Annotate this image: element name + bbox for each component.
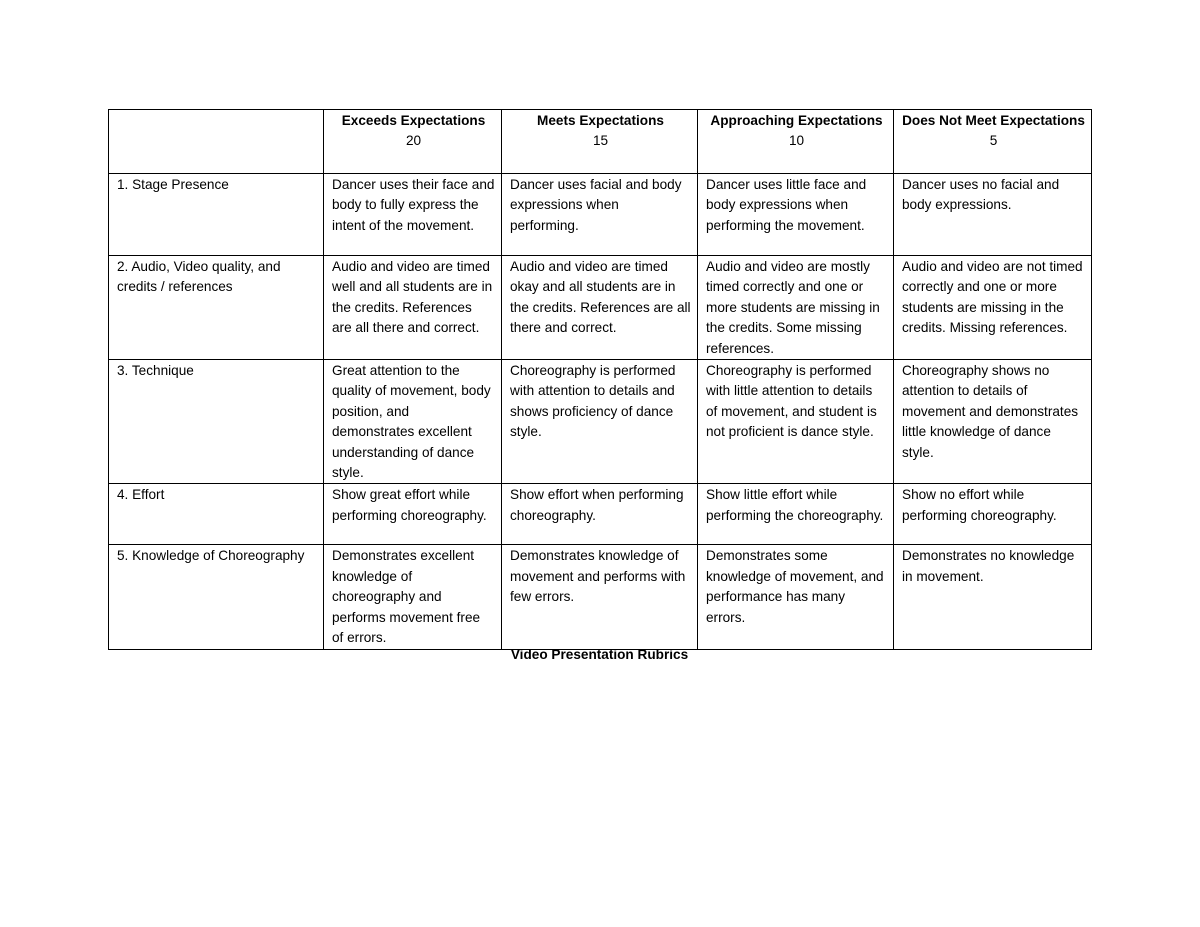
- level-points: 20: [405, 133, 422, 149]
- rubric-cell: Choreography shows no attention to details of movement and demonstrates little knowledge of dance style.: [894, 360, 1092, 484]
- table-row: [109, 256, 1092, 360]
- rubric-cell: Audio and video are timed well and all students are in the credits. References are all there and correct.: [324, 256, 502, 360]
- table-caption: Video Presentation Rubrics: [510, 647, 689, 662]
- rubric-cell: Demonstrates no knowledge in movement.: [894, 545, 1092, 649]
- rubric-cell: Choreography is performed with little attention to details of movement, and student is not proficient is dance style.: [698, 360, 894, 484]
- rubric-cell: Demonstrates excellent knowledge of choreography and performs movement free of errors.: [324, 545, 502, 649]
- rubric-table: [108, 109, 1092, 650]
- rubric-cell: Show no effort while performing choreography.: [894, 484, 1092, 545]
- criterion-cell: 1. Stage Presence: [109, 174, 324, 256]
- rubric-cell: Audio and video are timed okay and all students are in the credits. References are all there and correct.: [502, 256, 698, 360]
- header-row: [109, 110, 1092, 174]
- level-points: 15: [592, 133, 609, 149]
- rubric-cell: Dancer uses their face and body to fully express the intent of the movement.: [324, 174, 502, 256]
- table-row: [109, 174, 1092, 256]
- level-header-does-not-meet: [894, 110, 1092, 174]
- level-label: Meets Expectations: [537, 113, 664, 128]
- level-label: Does Not Meet Expectations: [902, 113, 1085, 128]
- criterion-cell: 3. Technique: [109, 360, 324, 484]
- rubric-cell: Show effort when performing choreography.: [502, 484, 698, 545]
- level-header-exceeds: [324, 110, 502, 174]
- rubric-cell: Choreography is performed with attention to details and shows proficiency of dance style.: [502, 360, 698, 484]
- rubric-cell: Demonstrates some knowledge of movement, and performance has many errors.: [698, 545, 894, 649]
- criterion-cell: 5. Knowledge of Choreography: [109, 545, 324, 649]
- level-points: 5: [989, 133, 998, 149]
- rubric-cell: Great attention to the quality of movement, body position, and demonstrates excellent understanding of dance style.: [324, 360, 502, 484]
- rubric-cell: Audio and video are mostly timed correctly and one or more students are missing in the credits. Some missing references.: [698, 256, 894, 360]
- rubric-cell: Dancer uses little face and body expressions when performing the movement.: [698, 174, 894, 256]
- level-header-approaching: [698, 110, 894, 174]
- corner-cell: [109, 110, 324, 174]
- criterion-cell: 4. Effort: [109, 484, 324, 545]
- rubric-cell: Dancer uses facial and body expressions when performing.: [502, 174, 698, 256]
- rubric-cell: Dancer uses no facial and body expressions.: [894, 174, 1092, 256]
- table-row: [109, 545, 1092, 649]
- level-points: 10: [788, 133, 805, 149]
- level-label: Exceeds Expectations: [341, 113, 486, 128]
- table-row: [109, 484, 1092, 545]
- rubric-cell: Demonstrates knowledge of movement and performs with few errors.: [502, 545, 698, 649]
- rubric-cell: Show great effort while performing choreography.: [324, 484, 502, 545]
- level-header-meets: [502, 110, 698, 174]
- rubric-cell: Audio and video are not timed correctly and one or more students are missing in the credits. Missing references.: [894, 256, 1092, 360]
- table-row: [109, 360, 1092, 484]
- rubric-cell: Show little effort while performing the choreography.: [698, 484, 894, 545]
- level-label: Approaching Expectations: [710, 113, 883, 128]
- criterion-cell: 2. Audio, Video quality, and credits / references: [109, 256, 324, 360]
